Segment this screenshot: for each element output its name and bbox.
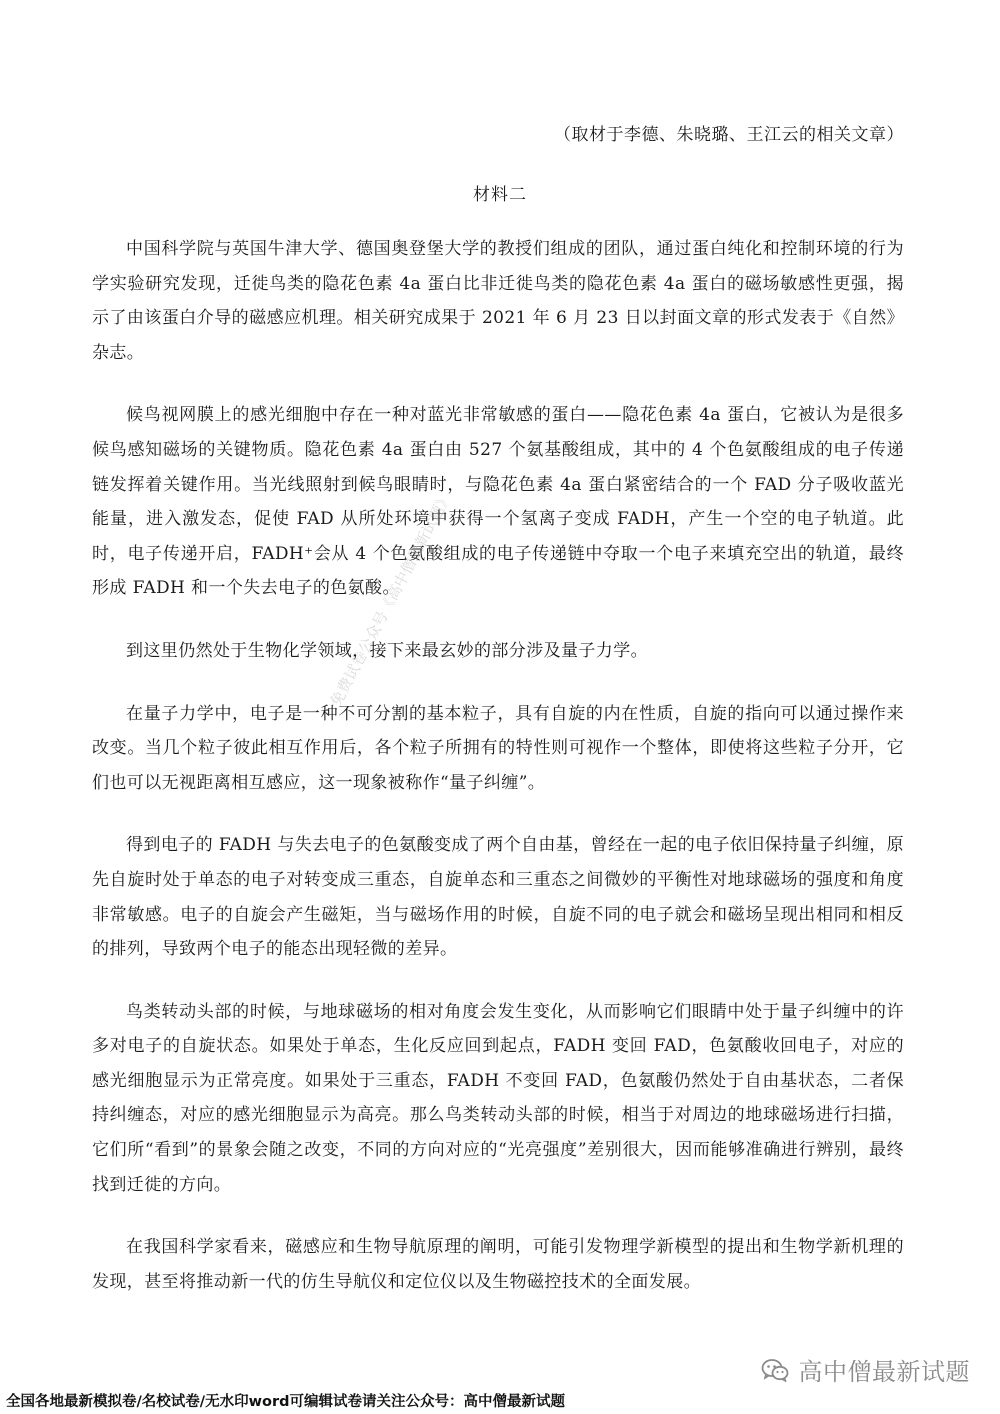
footer-note: 全国各地最新模拟卷/名校试卷/无水印word可编辑试卷请关注公众号：高中僧最新试题: [6, 1394, 565, 1410]
paragraph: 候鸟视网膜上的感光细胞中存在一种对蓝光非常敏感的蛋白——隐花色素 4a 蛋白，它被认为是很多候鸟感知磁场的关键物质。隐花色素 4a 蛋白由 527 个氨基酸组成，其中的 4 个色氨酸组成的电子传递链发挥着关键作用。当光线照射到候鸟眼睛时，与隐花色素 4a 蛋白紧密结合的一个 FAD 分子吸收蓝光能量，进入激发态，促使 FAD 从所处环境中获得一个氢离子变成 FADH，产生一个空的电子轨道。此时，电子传递开启，FADH⁺会从 4 个色氨酸组成的电子传递链中夺取一个电子来填充空出的轨道，最终形成 FADH 和一个失去电子的色氨酸。: [92, 405, 904, 599]
paragraph: 中国科学院与英国牛津大学、德国奥登堡大学的教授们组成的团队，通过蛋白纯化和控制环境的行为学实验研究发现，迁徙鸟类的隐花色素 4a 蛋白比非迁徙鸟类的隐花色素 4a 蛋白的磁场敏感性更强，揭示了由该蛋白介导的磁感应机理。相关研究成果于 2021 年 6 月 23 日以封面文章的形式发表于《自然》杂志。: [92, 239, 904, 363]
article-body: [92, 232, 904, 1327]
source-note: （取材于李德、朱晓璐、王江云的相关文章）: [554, 125, 904, 145]
watermark-text: 免费试卷公众号《高中僧最新试题》: [326, 489, 456, 710]
paragraph: 在我国科学家看来，磁感应和生物导航原理的阐明，可能引发物理学新模型的提出和生物学新机理的发现，甚至将推动新一代的仿生导航仪和定位仪以及生物磁控技术的全面发展。: [92, 1237, 904, 1292]
brand-name: 高中僧最新试题: [798, 1358, 970, 1386]
paragraph: 得到电子的 FADH 与失去电子的色氨酸变成了两个自由基，曾经在一起的电子依旧保持量子纠缠，原先自旋时处于单态的电子对转变成三重态，自旋单态和三重态之间微妙的平衡性对地球磁场的强度和角度非常敏感。电子的自旋会产生磁矩，当与磁场作用的时候，自旋不同的电子就会和磁场呈现出相同和相反的排列，导致两个电子的能态出现轻微的差异。: [92, 835, 904, 960]
wechat-icon: [761, 1358, 789, 1382]
section-title: 材料二: [473, 185, 527, 205]
paragraph: 鸟类转动头部的时候，与地球磁场的相对角度会发生变化，从而影响它们眼睛中处于量子纠缠中的许多对电子的自旋状态。如果处于单态，生化反应回到起点，FADH 变回 FAD，色氨酸收回电子，对应的感光细胞显示为正常亮度。如果处于三重态，FADH 不变回 FAD，色氨酸仍然处于自由基状态，二者保持纠缠态，对应的感光细胞显示为高亮。那么鸟类转动头部的时候，相当于对周边的地球磁场进行扫描，它们所“看到”的景象会随之改变，不同的方向对应的“光亮强度”差别很大，因而能够准确进行辨别，最终找到迁徙的方向。: [92, 1001, 904, 1195]
paragraph: 到这里仍然处于生物化学领域，接下来最玄妙的部分涉及量子力学。: [126, 640, 648, 661]
paragraph: 在量子力学中，电子是一种不可分割的基本粒子，具有自旋的内在性质，自旋的指向可以通过操作来改变。当几个粒子彼此相互作用后，各个粒子所拥有的特性则可视作一个整体，即使将这些粒子分开，它们也可以无视距离相互感应，这一现象被称作“量子纠缠”。: [92, 703, 904, 793]
brand-signature: [761, 1352, 971, 1387]
